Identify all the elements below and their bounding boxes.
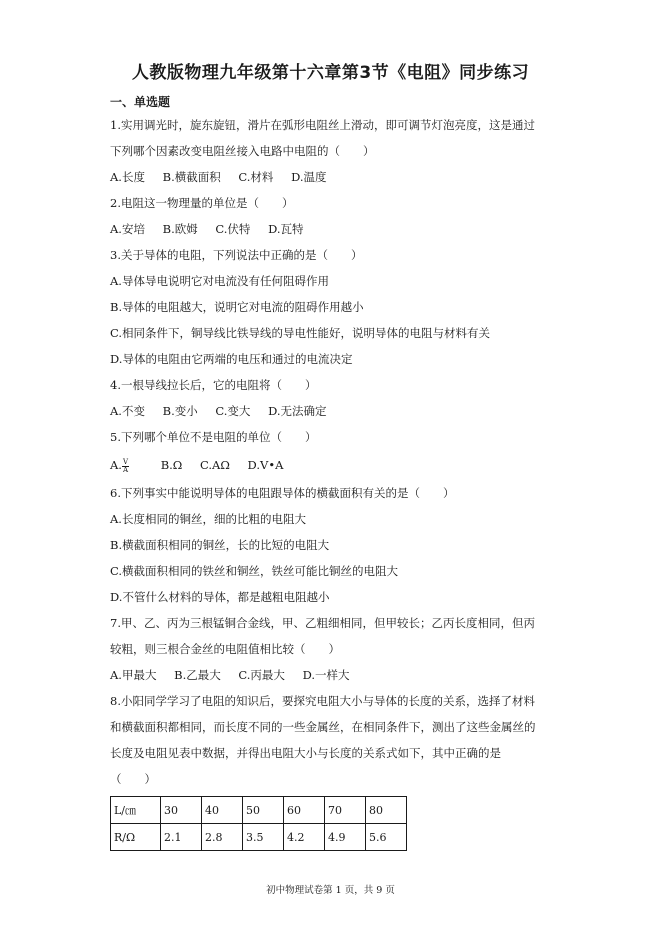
option-d: D.无法确定	[268, 404, 327, 418]
question-4	[110, 372, 550, 424]
table-cell: 50	[243, 797, 284, 824]
question-7	[110, 610, 550, 688]
option-a: A.长度相同的铜丝，细的比粗的电阻大	[110, 512, 306, 526]
question-stem: 下列哪个因素改变电阻丝接入电路中电阻的（ ）	[110, 144, 375, 158]
table-cell: 4.9	[325, 824, 366, 851]
option-b: B.横截面积相同的铜丝，长的比短的电阻大	[110, 538, 330, 552]
table-cell: 2.1	[161, 824, 202, 851]
table-cell: 2.8	[202, 824, 243, 851]
table-cell: 80	[366, 797, 407, 824]
question-8	[110, 688, 550, 792]
option-b: B.欧姆	[162, 222, 198, 236]
table-cell: 5.6	[366, 824, 407, 851]
option-b: B.Ω	[160, 458, 183, 472]
document-title: 人教版物理九年级第十六章第3节《电阻》同步练习	[131, 63, 530, 83]
question-stem: 4.一根导线拉长后，它的电阻将（ ）	[110, 378, 317, 392]
table-cell: 3.5	[243, 824, 284, 851]
table-cell: 60	[284, 797, 325, 824]
table-cell: 30	[161, 797, 202, 824]
question-stem: 2.电阻这一物理量的单位是（ ）	[110, 196, 294, 210]
question-stem: （ ）	[110, 772, 156, 786]
option-d: D.一样大	[302, 668, 350, 682]
option-a: A.安培	[110, 222, 145, 236]
question-stem: 5.下列哪个单位不是电阻的单位（ ）	[110, 430, 317, 444]
option-d: D.V•A	[247, 458, 284, 472]
question-stem: 较粗，则三根合金丝的电阻值相比较（ ）	[110, 642, 340, 656]
question-stem: 长度及电阻见表中数据，并得出电阻大小与长度的关系式如下，其中正确的是	[110, 746, 501, 760]
volt-per-ampere-fraction	[122, 459, 143, 474]
question-1	[110, 112, 550, 190]
option-a: A.导体导电说明它对电流没有任何阻碍作用	[110, 274, 329, 288]
option-c: C.材料	[238, 170, 274, 184]
table-row	[111, 824, 407, 851]
option-row	[110, 662, 550, 688]
question-stem: 8.小阳同学学习了电阻的知识后，要探究电阻大小与导体的长度的关系，选择了材料	[110, 694, 535, 708]
option-b: B.变小	[162, 404, 198, 418]
option-b: B.横截面积	[162, 170, 221, 184]
option-b: B.导体的电阻越大，说明它对电流的阻碍作用越小	[110, 300, 364, 314]
question-5	[110, 424, 550, 480]
option-d: D.瓦特	[268, 222, 304, 236]
option-c: C.变大	[215, 404, 251, 418]
table-cell: 70	[325, 797, 366, 824]
question-3	[110, 242, 550, 372]
option-a: A.甲最大	[110, 668, 157, 682]
option-a: A.	[110, 458, 122, 472]
option-a: A.长度	[110, 170, 145, 184]
option-c: C.相同条件下，铜导线比铁导线的导电性能好，说明导体的电阻与材料有关	[110, 326, 491, 340]
length-resistance-table	[110, 796, 407, 851]
question-stem: 6.下列事实中能说明导体的电阻跟导体的横截面积有关的是（ ）	[110, 486, 455, 500]
question-stem: 7.甲、乙、丙为三根锰铜合金线，甲、乙粗细相同，但甲较长；乙丙长度相同，但丙	[110, 616, 535, 630]
table-row-label: R/Ω	[111, 824, 161, 851]
question-stem: 1.实用调光时，旋东旋钮，滑片在弧形电阻丝上滑动，即可调节灯泡亮度，这是通过	[110, 118, 535, 132]
option-a: A.不变	[110, 404, 145, 418]
question-6	[110, 480, 550, 610]
option-row	[110, 216, 550, 242]
section-heading: 一、单选题	[110, 95, 171, 109]
table-row-label: L/㎝	[111, 797, 161, 824]
option-c: C.伏特	[215, 222, 251, 236]
question-list	[110, 112, 550, 792]
question-stem: 3.关于导体的电阻，下列说法中正确的是（ ）	[110, 248, 363, 262]
fraction-denominator: A	[122, 465, 129, 474]
option-row	[110, 398, 550, 424]
option-c: C.丙最大	[238, 668, 285, 682]
option-d: D.温度	[291, 170, 327, 184]
question-2	[110, 190, 550, 242]
option-d: D.不管什么材料的导体，都是越粗电阻越小	[110, 590, 330, 604]
option-row	[110, 164, 550, 190]
option-b: B.乙最大	[174, 668, 221, 682]
question-stem: 和横截面积都相同，而长度不同的一些金属丝，在相同条件下，测出了这些金属丝的	[110, 720, 536, 734]
table-cell: 40	[202, 797, 243, 824]
option-row	[110, 450, 550, 480]
option-c: C.AΩ	[200, 458, 230, 472]
table-row	[111, 797, 407, 824]
option-d: D.导体的电阻由它两端的电压和通过的电流决定	[110, 352, 353, 366]
fraction-numerator: V	[122, 457, 129, 466]
option-c: C.横截面积相同的铁丝和铜丝，铁丝可能比铜丝的电阻大	[110, 564, 399, 578]
page-footer: 初中物理试卷第 1 页，共 9 页	[266, 885, 395, 896]
table-cell: 4.2	[284, 824, 325, 851]
